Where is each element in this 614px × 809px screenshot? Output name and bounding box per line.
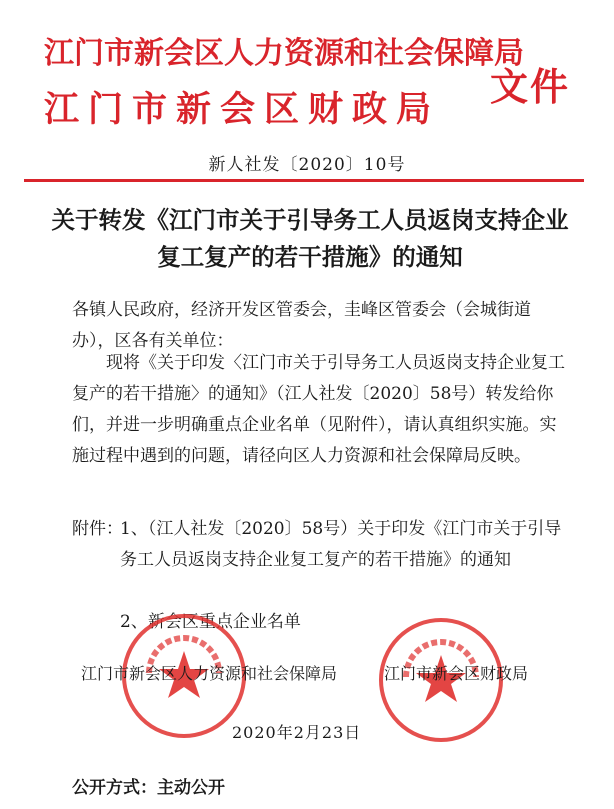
document-number: 新人社发〔2020〕10号 (208, 155, 406, 175)
signature-finance-bureau: 江门市新会区财政局 (384, 664, 529, 683)
issuing-org-finance: 江门市新会区财政局 (44, 89, 441, 130)
issuing-org-hr: 江门市新会区人力资源和社会保障局 (44, 36, 524, 71)
document-type-label: 文件 (490, 64, 571, 109)
attachment-item: 1、（江人社发〔2020〕58号）关于印发《江门市关于引导务工人员返岗支持企业复工复产的若干措施》的通知 (120, 519, 562, 570)
attachment-item: 2、新会区重点企业名单 (120, 612, 301, 632)
issue-date: 2020年2月23日 (232, 723, 362, 742)
addressee: 各镇人民政府，经济开发区管委会，圭峰区管委会（会城街道办），区各有关单位： (72, 300, 531, 351)
red-divider (24, 179, 584, 182)
disclosure-method: 公开方式：主动公开 (72, 778, 225, 798)
body-paragraph: 现将《关于印发〈江门市关于引导务工人员返岗支持企业复工复产的若干措施〉的通知》（江人社发〔2020〕58号）转发给你们，并进一步明确重点企业名单（见附件），请认真组织实施。实施过程中遇到的问题，请径向区人力资源和社会保障局反映。 (72, 353, 565, 466)
document-title: 关于转发《江门市关于引导务工人员返岗支持企业复工复产的若干措施》的通知 (51, 206, 569, 271)
signature-hr-bureau: 江门市新会区人力资源和社会保障局 (81, 664, 338, 683)
attachments-label: 附件： (72, 519, 123, 539)
